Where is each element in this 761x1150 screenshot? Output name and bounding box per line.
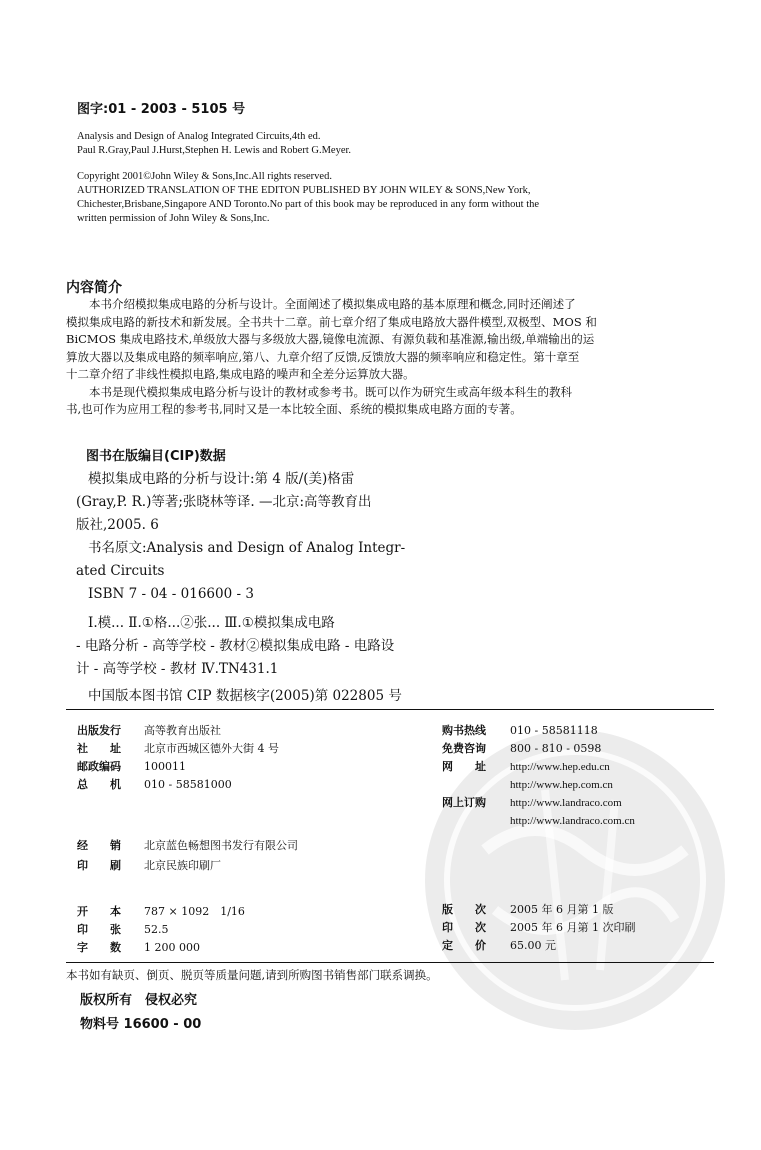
order-link[interactable]: http://www.landraco.com.cn	[510, 815, 635, 827]
authorization-line-1: AUTHORIZED TRANSLATION OF THE EDITON PUBLISHED BY JOHN WILEY & SONS,New York,	[77, 185, 531, 196]
original-title-line: Analysis and Design of Analog Integrated Circuits,4th ed.	[77, 131, 321, 142]
printing-row	[442, 920, 635, 935]
summary-line: 模拟集成电路的新技术和新发展。全书共十二章。前七章介绍了集成电路放大器件模型,双极型、MOS 和	[66, 314, 597, 329]
cip-line: ated Circuits	[76, 563, 165, 579]
distributor-row	[77, 838, 298, 853]
authorization-line-3: written permission of John Wiley & Sons,Inc.	[77, 213, 270, 224]
edition-row	[442, 902, 613, 917]
cip-block	[76, 468, 536, 708]
cip-heading: 图书在版编目(CIP)数据	[86, 449, 226, 464]
pub-label: 免费咨询	[442, 742, 486, 755]
summary-line: 本书介绍模拟集成电路的分析与设计。全面阐述了模拟集成电路的基本原理和概念,同时还阐述了	[89, 297, 576, 311]
cip-line: 版社,2005. 6	[76, 517, 159, 533]
pub-label: 开 本	[77, 905, 121, 918]
english-copyright-block	[77, 130, 717, 226]
website-row-2	[442, 777, 613, 793]
cip-verification: 中国版本图书馆 CIP 数据核字(2005)第 022805 号	[88, 688, 402, 704]
pub-label: 字 数	[77, 941, 121, 954]
order-hotline-row	[442, 723, 598, 738]
wordcount-row	[77, 940, 200, 955]
pub-value: 2005 年 6 月第 1 次印刷	[510, 921, 636, 934]
website-link[interactable]: http://www.hep.com.cn	[510, 779, 613, 791]
printer-row	[77, 858, 221, 873]
switchboard-row	[77, 777, 232, 792]
online-order-row	[442, 795, 622, 811]
cip-line: - 电路分析 - 高等学校 - 教材②模拟集成电路 - 电路设	[76, 638, 395, 654]
pub-label: 印 刷	[77, 859, 121, 872]
summary-text	[66, 296, 716, 419]
authorization-line-2: Chichester,Brisbane,Singapore AND Toronto.No part of this book may be reproduced in any form without the	[77, 199, 540, 210]
pub-value: 2005 年 6 月第 1 版	[510, 903, 614, 916]
divider-bottom	[66, 962, 714, 963]
summary-line: 书,也可作为应用工程的参考书,同时又是一本比较全面、系统的模拟集成电路方面的专著。	[66, 402, 522, 416]
free-consult-row	[442, 741, 601, 756]
order-link[interactable]: http://www.landraco.com	[510, 797, 622, 809]
pub-label: 总 机	[77, 778, 121, 791]
website-link[interactable]: http://www.hep.edu.cn	[510, 761, 610, 773]
summary-line: 十二章介绍了非线性模拟电路,集成电路的噪声和全差分运算放大器。	[66, 367, 415, 381]
address-row	[77, 741, 279, 756]
pub-value: 65.00 元	[510, 939, 556, 952]
summary-line: 本书是现代模拟集成电路分析与设计的教材或参考书。既可以作为研究生或高年级本科生的教科	[89, 384, 572, 399]
summary-line: BiCMOS 集成电路技术,单级放大器与多级放大器,镜像电流源、有源负载和基准源,输出级,单端输出的运	[66, 332, 595, 346]
pub-label: 社 址	[77, 742, 121, 755]
cip-line: 模拟集成电路的分析与设计:第 4 版/(美)格雷	[88, 471, 355, 487]
pub-label: 版 次	[442, 903, 486, 916]
pub-value: 北京民族印刷厂	[144, 859, 221, 872]
registration-number: 图字:01 - 2003 - 5105 号	[77, 102, 246, 117]
online-order-row-2	[442, 813, 635, 829]
copyright-line: Copyright 2001©John Wiley & Sons,Inc.All rights reserved.	[77, 171, 332, 182]
material-number: 物料号 16600 - 00	[80, 1017, 202, 1032]
pub-value: 010 - 58581000	[144, 778, 232, 791]
quality-notice: 本书如有缺页、倒页、脱页等质量问题,请到所购图书销售部门联系调换。	[66, 968, 438, 982]
summary-line: 算放大器以及集成电路的频率响应,第八、九章介绍了反馈,反馈放大器的频率响应和稳定性。第十章至	[66, 349, 580, 364]
pub-value: 高等教育出版社	[144, 724, 221, 737]
pub-value: 北京蓝色畅想图书发行有限公司	[144, 839, 298, 852]
pub-value: 100011	[144, 760, 186, 773]
pub-label: 印 次	[442, 921, 486, 934]
pub-value: 1 200 000	[144, 941, 200, 954]
price-row	[442, 938, 556, 953]
original-authors-line: Paul R.Gray,Paul J.Hurst,Stephen H. Lewis and Robert G.Meyer.	[77, 145, 352, 156]
pub-label: 网 址	[442, 760, 486, 773]
pub-value: 787 × 1092 1/16	[144, 905, 245, 918]
pub-label: 定 价	[442, 939, 486, 952]
cip-line: 计 - 高等学校 - 教材 Ⅳ.TN431.1	[76, 661, 279, 677]
cip-line: 书名原文:Analysis and Design of Analog Integr-	[88, 540, 406, 556]
pub-value: 800 - 810 - 0598	[510, 742, 602, 755]
pub-value: 52.5	[144, 923, 169, 936]
cip-line: (Gray,P. R.)等著;张晓林等译. —北京:高等教育出	[76, 494, 372, 510]
pub-label: 经 销	[77, 839, 121, 852]
rights-statement: 版权所有 侵权必究	[80, 993, 198, 1008]
pub-label: 购书热线	[442, 724, 486, 737]
pub-value: 010 - 58581118	[510, 724, 598, 737]
divider-top	[66, 709, 714, 710]
sheets-row	[77, 922, 169, 937]
summary-heading: 内容简介	[66, 280, 122, 296]
publisher-row	[77, 723, 221, 738]
postcode-row	[77, 759, 186, 774]
pub-label: 网上订购	[442, 796, 486, 809]
pub-label: 印 张	[77, 923, 121, 936]
pub-label: 邮政编码	[77, 760, 121, 773]
format-row	[77, 904, 245, 919]
cip-line: ISBN 7 - 04 - 016600 - 3	[88, 586, 254, 602]
pub-value: 北京市西城区德外大街 4 号	[144, 742, 279, 755]
pub-label: 出版发行	[77, 724, 121, 737]
cip-line: Ⅰ.模... Ⅱ.①格...②张... Ⅲ.①模拟集成电路	[88, 615, 335, 631]
website-row	[442, 759, 610, 775]
